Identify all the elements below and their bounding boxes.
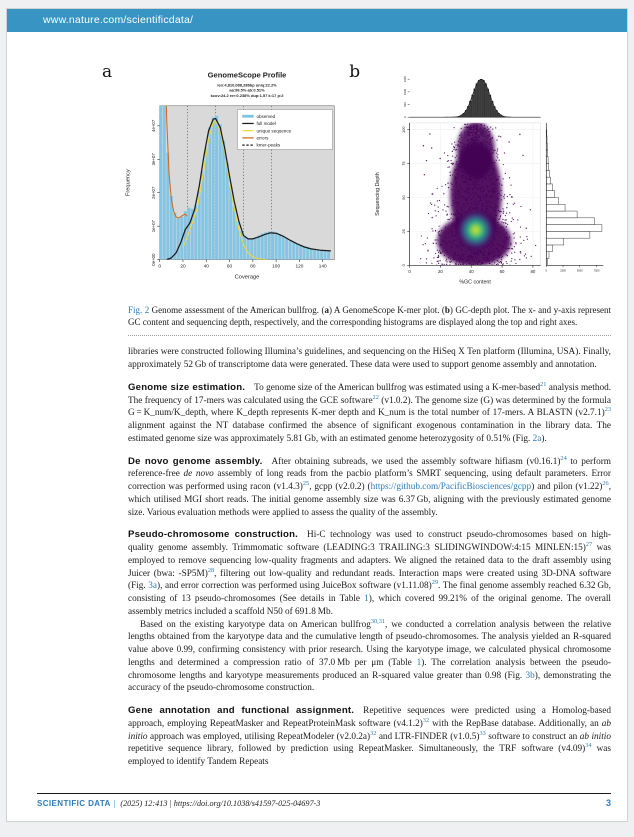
text-run: approach was employed, utilising RepeatModeler (v2.0.2a) [148, 732, 371, 742]
figure-caption [128, 304, 611, 328]
svg-text:3e+07: 3e+07 [151, 153, 156, 166]
citation-ref[interactable]: 21 [540, 381, 546, 388]
site-url: www.nature.com/scientificdata/ [43, 14, 193, 26]
site-header-bar [7, 9, 627, 32]
text-run: was employed to identify Tandem Repeats [128, 744, 611, 767]
section-heading: Gene annotation and functional assignment. [128, 705, 354, 716]
section-paragraph [128, 528, 611, 618]
italic-term: ab initio [128, 719, 611, 742]
footer-rule [37, 793, 611, 794]
text-run: (v1.0.2). The genome size (G) was determined by the formula G = K_num/K_depth, where K_depth represents K-mer depth and K_num is the total number of 17-mers. A BLASTN (v2.7.1) [128, 396, 611, 419]
inline-link[interactable]: https://github.com/PacificBiosciences/gcpp [371, 482, 532, 492]
text-run: alignment against the NT database confirmed the absence of significant exogenous contamination in the library data. The estimated genome size was approximately 5.81 Gb, with an estimated genome heterozygosity of 0.51% (Fig. [128, 421, 611, 444]
svg-text:errors: errors [257, 135, 270, 140]
citation-ref[interactable]: 24 [560, 454, 566, 461]
italic-term: ab initio [580, 732, 611, 742]
page-footer [37, 793, 611, 808]
svg-text:Sequencing Depth: Sequencing Depth [375, 172, 381, 216]
section-paragraph [128, 455, 611, 520]
svg-text:1000: 1000 [403, 88, 407, 94]
section-paragraph [128, 381, 611, 446]
text-run: analysis method. The frequency of 17-mers was calculated using the GCE software [128, 383, 611, 406]
svg-text:50: 50 [401, 194, 406, 199]
paragraph [128, 619, 611, 696]
svg-text:80: 80 [531, 269, 536, 274]
citation-ref[interactable]: 32 [370, 729, 376, 736]
text-run: libraries were constructed following Illumina’s guidelines, and sequencing on the HiSeq X Ten platform (Illumina, USA). Finally, approximately 52 Gb of transcriptome data were generated. These data were used to support genome assembly and annotation. [128, 347, 611, 370]
citation-ref[interactable]: 30,31 [371, 617, 385, 624]
journal-page [6, 8, 628, 822]
section-heading: Genome size estimation. [128, 382, 245, 393]
svg-text:140: 140 [319, 264, 327, 270]
citation-ref[interactable]: 29 [432, 579, 438, 586]
article-citation[interactable]: (2025) 12:413 | https://doi.org/10.1038/s41597-025-04697-3 [120, 799, 320, 808]
svg-text:500: 500 [403, 102, 407, 107]
citation-ref[interactable]: 34 [585, 742, 591, 749]
citation-ref[interactable]: 28 [208, 566, 214, 573]
svg-text:kmer-peaks: kmer-peaks [257, 143, 281, 148]
text-run: and LTR-FINDER (v1.0.5) [376, 732, 479, 742]
svg-text:20: 20 [180, 264, 186, 270]
text-run: ), demonstrating the accuracy of the pseudo-chromosome construction. [128, 671, 611, 694]
svg-text:80: 80 [250, 264, 256, 270]
inline-link[interactable]: 1 [417, 658, 422, 668]
paragraph [128, 346, 611, 372]
text-run: assembly of long reads from the pacbio platform’s SMRT sequencing, using default parameters. Error correction was performed using racon (v1.4.3) [128, 469, 611, 492]
svg-text:7500: 7500 [594, 268, 600, 272]
svg-text:60: 60 [227, 264, 233, 270]
inline-link[interactable]: 3a [148, 581, 157, 591]
text-run: ). The correlation analysis between the pseudo-chromosome lengths and karyotype measurements produced an R-squared value greater than 0.98 (Fig. [128, 658, 611, 681]
text-run: ), and error correction was performed using JuiceBox software (v1.11.08) [157, 581, 432, 591]
text-run: repetitive sequence library, followed by prediction using RepeatMasker. Simultaneously, the TRF software (v4.09) [128, 744, 585, 754]
citation-ref[interactable]: 23 [605, 406, 611, 413]
text-run: Based on the existing karyotype data on American bullfrog [140, 620, 371, 630]
text-run: Repetitive sequences were predicted using a Homolog-based approach, employing RepeatMasker and RepeatProteinMask software (v4.1.2) [128, 706, 611, 729]
svg-text:40: 40 [469, 269, 474, 274]
text-run: After obtaining subreads, we used the assembly software hifiasm (v0.16.1) [271, 457, 560, 467]
svg-text:4e+07: 4e+07 [151, 119, 156, 132]
svg-text:1e+07: 1e+07 [151, 219, 156, 232]
svg-text:kcov:24.2 err:0.238% dup:1.57: kcov:24.2 err:0.238% dup:1.57 k:17 p:2 [211, 93, 285, 98]
text-run: ) A GenomeScope K-mer plot. ( [329, 305, 445, 315]
citation-ref[interactable]: 26 [602, 480, 608, 487]
text-run: , filtering out low-quality and redundant reads. Interaction maps were created using 3D-DNA software (Fig. [128, 569, 611, 592]
article-body [128, 346, 611, 769]
svg-text:observed: observed [257, 114, 276, 119]
svg-text:0: 0 [401, 263, 406, 266]
section-paragraph [128, 704, 611, 769]
text-run: ). [541, 434, 546, 444]
svg-text:0: 0 [546, 268, 548, 272]
caption-divider [128, 335, 611, 336]
svg-text:0: 0 [158, 264, 161, 270]
page-number: 3 [606, 798, 611, 808]
text-run: , we conducted a correlation analysis between the relative lengths obtained from the karyotype data and the cumulative length of pseudo-chromosomes. The analysis yielded an R-squared value above 0.99, confirming consistency with prior research. Using the karyotype image, we calculated physical chromosome lengths and determined a compression ratio of 37.0 Mb per μm (Table [128, 620, 611, 668]
text-run: . The final genome assembly reached 6.32 Gb, consisting of 13 pseudo-chromosomes (See details in Table [128, 581, 611, 604]
svg-text:5000: 5000 [577, 268, 583, 272]
inline-link[interactable]: 2a [533, 434, 542, 444]
text-run: , gcpp (v2.0.2) ( [309, 482, 370, 492]
svg-text:75: 75 [401, 161, 406, 166]
svg-text:40: 40 [204, 264, 210, 270]
gc-depth-chart [364, 58, 611, 296]
text-run: , which utilised MGI short reads. The initial genome assembly size was 6.37 Gb, aligning with the previously estimated genome size. Various evaluation methods were applied to assess the quality of the assembly. [128, 482, 611, 518]
svg-text:120: 120 [296, 264, 304, 270]
text-run: Hi-C technology was used to construct pseudo-chromosomes based on high-quality genome assembly. Trimmomatic software (LEADING:3 TRAILING:3 SLIDINGWINDOW:4:15 MINLEN:15) [128, 530, 611, 553]
svg-text:1500: 1500 [403, 76, 407, 82]
text-run: to perform reference-free [128, 457, 611, 480]
footer-separator: | [114, 799, 116, 808]
svg-text:25: 25 [401, 228, 406, 233]
svg-text:len:4,810,088,286bp uniq:22.2%: len:4,810,088,286bp uniq:22.2% [217, 82, 277, 87]
citation-ref[interactable]: 22 [373, 393, 379, 400]
figure-ref-label: Fig. 2 [128, 305, 149, 315]
bold-text: a [324, 305, 329, 315]
inline-link[interactable]: 3b [526, 671, 535, 681]
text-run: was employed to remove sequencing low-quality fragments and adapters. We aligned the retained data to the draft assembly using Juicer (bwa: -SP5M) [128, 543, 611, 579]
section-heading: Pseudo-chromosome construction. [128, 529, 298, 540]
svg-text:Coverage: Coverage [235, 275, 260, 281]
svg-text:100: 100 [401, 126, 406, 133]
svg-text:0: 0 [408, 269, 411, 274]
text-run: with the RepBase database. Additionally, an [429, 719, 602, 729]
panel-b-label: b [349, 62, 360, 82]
svg-text:0e+00: 0e+00 [151, 253, 156, 266]
text-run: software to construct an [486, 732, 580, 742]
figure-2 [102, 58, 611, 296]
svg-text:unique sequence: unique sequence [257, 128, 292, 133]
svg-text:Frequency: Frequency [125, 169, 131, 196]
svg-text:100: 100 [272, 264, 280, 270]
svg-text:0: 0 [403, 116, 407, 118]
citation-ref[interactable]: 25 [303, 480, 309, 487]
svg-text:%GC content: %GC content [459, 279, 491, 285]
text-run: To genome size of the American bullfrog was estimated using a K-mer-based [254, 383, 540, 393]
svg-text:2500: 2500 [560, 268, 566, 272]
genomescope-kmer-chart [116, 58, 339, 296]
citation-ref[interactable]: 33 [480, 729, 486, 736]
svg-text:aa:99.5% ab:0.51%: aa:99.5% ab:0.51% [230, 88, 266, 93]
citation-ref[interactable]: 32 [423, 717, 429, 724]
section-heading: De novo genome assembly. [128, 456, 262, 467]
text-run: ) GC-depth plot. The x- and y-axis represent GC content and sequencing depth, respectively, and the corresponding histograms are displayed along the top and right axes. [128, 305, 611, 327]
panel-a-label: a [102, 62, 112, 82]
svg-text:60: 60 [500, 269, 505, 274]
italic-term: de novo [183, 469, 213, 479]
text-run: ) and pilon (v1.22) [531, 482, 602, 492]
text-run: Genome assessment of the American bullfrog. ( [149, 305, 324, 315]
journal-name[interactable]: SCIENTIFIC DATA [37, 799, 111, 808]
svg-text:full model: full model [257, 121, 276, 126]
text-run: ), which covered 99.21% of the original genome. The overall assembly metrics included a scaffold N50 of 691.8 Mb. [128, 594, 611, 617]
svg-text:20: 20 [438, 269, 443, 274]
svg-text:2e+07: 2e+07 [151, 186, 156, 199]
citation-ref[interactable]: 27 [586, 541, 592, 548]
bold-text: b [445, 305, 450, 315]
inline-link[interactable]: 1 [364, 594, 369, 604]
page-content [7, 32, 627, 769]
svg-text:GenomeScope Profile: GenomeScope Profile [208, 70, 287, 79]
